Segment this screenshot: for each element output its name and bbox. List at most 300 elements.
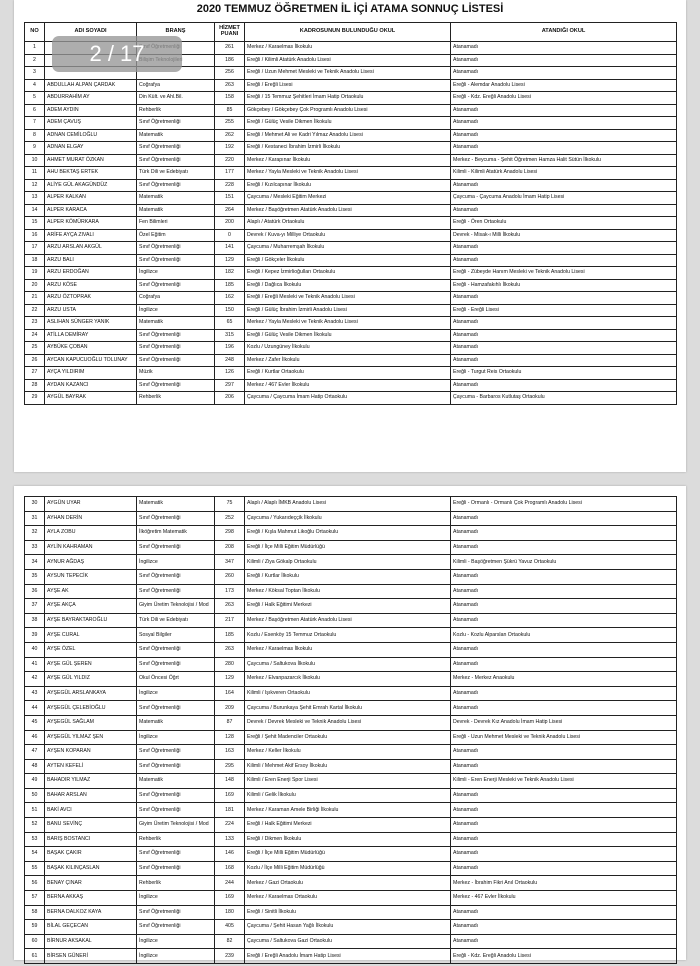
cell-name: ARZU ERDOĞAN xyxy=(45,267,137,280)
cell-points: 209 xyxy=(215,701,245,716)
cell-points: 295 xyxy=(215,759,245,774)
table-row xyxy=(25,267,677,280)
cell-current-school: Ereğli / İlçe Milli Eğitim Müdürlüğü xyxy=(245,847,451,862)
cell-name: AYŞE GÜL ŞEREN xyxy=(45,657,137,672)
cell-no: 51 xyxy=(25,803,45,818)
cell-no: 44 xyxy=(25,701,45,716)
cell-assigned-school: Atanamadı xyxy=(451,569,677,584)
table-row xyxy=(25,613,677,628)
cell-current-school: Kozlu / Uzungüney İlkokulu xyxy=(245,342,451,355)
table-row xyxy=(25,179,677,192)
cell-points: 150 xyxy=(215,304,245,317)
cell-points: 75 xyxy=(215,497,245,512)
cell-points: 261 xyxy=(215,42,245,55)
table-row xyxy=(25,317,677,330)
cell-branch: Matematik xyxy=(137,715,215,730)
cell-no: 27 xyxy=(25,367,45,380)
cell-name: ABDURRAHİM AY xyxy=(45,92,137,105)
cell-current-school: Merkez / Karaelmas İlkokulu xyxy=(245,642,451,657)
cell-current-school: Kilimli / Ziya Gökalp Ortaokulu xyxy=(245,555,451,570)
cell-points: 186 xyxy=(215,54,245,67)
cell-points: 252 xyxy=(215,511,245,526)
cell-no: 6 xyxy=(25,104,45,117)
cell-branch: Sınıf Öğretmenliği xyxy=(137,540,215,555)
cell-branch: Coğrafya xyxy=(137,79,215,92)
cell-no: 1 xyxy=(25,42,45,55)
page-indicator-badge: 2 / 17 xyxy=(52,36,182,72)
cell-assigned-school: Atanamadı xyxy=(451,803,677,818)
cell-branch: Matematik xyxy=(137,317,215,330)
cell-assigned-school: Atanamadı xyxy=(451,745,677,760)
cell-current-school: Çaycuma / Yukarıdeççik İlkokulu xyxy=(245,511,451,526)
cell-name: ARZU BALI xyxy=(45,254,137,267)
cell-assigned-school: Kilimli - Başöğretmen Şükrü Yavuz Ortaokulu xyxy=(451,555,677,570)
col-current-school-header: KADROSUNUN BULUNDUĞU OKUL xyxy=(245,23,451,42)
cell-points: 298 xyxy=(215,526,245,541)
cell-name: ARZU KÖSE xyxy=(45,279,137,292)
cell-points: 128 xyxy=(215,730,245,745)
cell-points: 208 xyxy=(215,540,245,555)
cell-points: 297 xyxy=(215,379,245,392)
table-body-1 xyxy=(25,42,677,405)
cell-assigned-school: Atanamadı xyxy=(451,920,677,935)
cell-assigned-school: Atanamadı xyxy=(451,599,677,614)
cell-name: ALİYE GÜL AKAGÜNDÜZ xyxy=(45,179,137,192)
table-row xyxy=(25,905,677,920)
cell-current-school: Merkez / Keller İlkokulu xyxy=(245,745,451,760)
table-row xyxy=(25,254,677,267)
cell-current-school: Çaycuma / Çaycuma İmam Hatip Ortaokulu xyxy=(245,392,451,405)
cell-branch: İngilizce xyxy=(137,555,215,570)
table-row xyxy=(25,920,677,935)
cell-branch: Matematik xyxy=(137,192,215,205)
cell-no: 46 xyxy=(25,730,45,745)
table-row xyxy=(25,497,677,512)
table-row xyxy=(25,154,677,167)
cell-points: 185 xyxy=(215,279,245,292)
cell-points: 163 xyxy=(215,745,245,760)
table-row xyxy=(25,949,677,964)
table-row xyxy=(25,701,677,716)
cell-name: AYDAN KAZANCI xyxy=(45,379,137,392)
cell-assigned-school: Atanamadı xyxy=(451,701,677,716)
cell-branch: Sınıf Öğretmenliği xyxy=(137,569,215,584)
col-branch-header: BRANŞ xyxy=(137,23,215,42)
col-no-header: NO xyxy=(25,23,45,42)
cell-branch: Sınıf Öğretmenliği xyxy=(137,745,215,760)
cell-branch: Sınıf Öğretmenliği xyxy=(137,279,215,292)
cell-current-school: Merkez / Zafer İlkokulu xyxy=(245,354,451,367)
cell-current-school: Kozlu / İlçe Milli Eğitim Müdürlüğü xyxy=(245,861,451,876)
table-row xyxy=(25,329,677,342)
cell-assigned-school: Atanamadı xyxy=(451,42,677,55)
cell-no: 57 xyxy=(25,891,45,906)
cell-current-school: Ereğli / Gülüç İbrahim İzmirli Anadolu Lisesi xyxy=(245,304,451,317)
table-row xyxy=(25,367,677,380)
cell-assigned-school: Merkez - 467 Evler İlkokulu xyxy=(451,891,677,906)
cell-name: BERNA DALKOZ KAYA xyxy=(45,905,137,920)
cell-branch: Sınıf Öğretmenliği xyxy=(137,847,215,862)
table-row xyxy=(25,167,677,180)
document-page-2 xyxy=(14,486,686,960)
cell-points: 185 xyxy=(215,628,245,643)
cell-branch: Türk Dili ve Edebiyatı xyxy=(137,613,215,628)
col-assigned-school-header: ATANDIĞI OKUL xyxy=(451,23,677,42)
cell-name: ATİLLA DEMİRAY xyxy=(45,329,137,342)
cell-branch: İngilizce xyxy=(137,686,215,701)
cell-assigned-school: Ereğli - Kdz. Ereğli Anadolu Lisesi xyxy=(451,949,677,964)
table-row xyxy=(25,934,677,949)
cell-branch: İngilizce xyxy=(137,304,215,317)
cell-name: AYŞE AK xyxy=(45,584,137,599)
cell-points: 162 xyxy=(215,292,245,305)
cell-no: 14 xyxy=(25,204,45,217)
cell-no: 54 xyxy=(25,847,45,862)
cell-current-school: Ereğli / Halk Eğitimi Merkezi xyxy=(245,818,451,833)
cell-points: 129 xyxy=(215,254,245,267)
cell-no: 9 xyxy=(25,142,45,155)
cell-assigned-school: Atanamadı xyxy=(451,354,677,367)
cell-points: 151 xyxy=(215,192,245,205)
cell-no: 43 xyxy=(25,686,45,701)
cell-branch: İngilizce xyxy=(137,267,215,280)
table-row xyxy=(25,788,677,803)
cell-points: 263 xyxy=(215,599,245,614)
cell-points: 263 xyxy=(215,79,245,92)
cell-points: 87 xyxy=(215,715,245,730)
cell-name: AYŞEN KOPARAN xyxy=(45,745,137,760)
cell-current-school: Çaycuma / Saltukova İlkokulu xyxy=(245,657,451,672)
cell-current-school: Merkez / 467 Evler İlkokulu xyxy=(245,379,451,392)
cell-current-school: Çaycuma / Muharremşah İlkokulu xyxy=(245,242,451,255)
cell-points: 164 xyxy=(215,686,245,701)
cell-name: ADNAN CEMİLOĞLU xyxy=(45,129,137,142)
cell-current-school: Alaplı / Alaplı İMKB Anadolu Lisesi xyxy=(245,497,451,512)
cell-assigned-school: Çaycuma - Barbaros Kutlutaş Ortaokulu xyxy=(451,392,677,405)
cell-no: 5 xyxy=(25,92,45,105)
cell-points: 347 xyxy=(215,555,245,570)
cell-assigned-school: Atanamadı xyxy=(451,642,677,657)
cell-name: AYGÜL BAYRAK xyxy=(45,392,137,405)
cell-no: 17 xyxy=(25,242,45,255)
cell-branch: Rehberlik xyxy=(137,104,215,117)
cell-current-school: Ereğli / Kızılcapınar İlkokulu xyxy=(245,179,451,192)
cell-assigned-school: Atanamadı xyxy=(451,104,677,117)
table-row xyxy=(25,104,677,117)
cell-no: 24 xyxy=(25,329,45,342)
cell-assigned-school: Ereğli - Ereğli Lisesi xyxy=(451,304,677,317)
cell-name: AYCAN KAPUCUOĞLU TOLUNAY xyxy=(45,354,137,367)
cell-name: BAŞAK KILINÇASLAN xyxy=(45,861,137,876)
cell-name: AYÇA YILDIRIM xyxy=(45,367,137,380)
cell-current-school: Ereğli / Dikmen İlkokulu xyxy=(245,832,451,847)
cell-no: 7 xyxy=(25,117,45,130)
table-row xyxy=(25,891,677,906)
cell-no: 35 xyxy=(25,569,45,584)
cell-points: 220 xyxy=(215,154,245,167)
cell-branch: Sınıf Öğretmenliği xyxy=(137,905,215,920)
cell-current-school: Merkez / Karaman Amele Birliği İlkokulu xyxy=(245,803,451,818)
cell-no: 21 xyxy=(25,292,45,305)
table-row xyxy=(25,129,677,142)
cell-assigned-school: Atanamadı xyxy=(451,117,677,130)
cell-name: AYŞE CURAL xyxy=(45,628,137,643)
cell-assigned-school: Atanamadı xyxy=(451,129,677,142)
cell-branch: Sınıf Öğretmenliği xyxy=(137,379,215,392)
cell-name: ALPER KARACA xyxy=(45,204,137,217)
cell-no: 33 xyxy=(25,540,45,555)
cell-name: AYŞEGÜL ARSLANKAYA xyxy=(45,686,137,701)
cell-no: 60 xyxy=(25,934,45,949)
cell-current-school: Ereğli / Sinitli İlkokulu xyxy=(245,905,451,920)
cell-name: ALPER KÖMÜRKARA xyxy=(45,217,137,230)
cell-branch: Sınıf Öğretmenliği xyxy=(137,342,215,355)
cell-assigned-school: Atanamadı xyxy=(451,342,677,355)
cell-no: 50 xyxy=(25,788,45,803)
cell-points: 239 xyxy=(215,949,245,964)
cell-branch: İngilizce xyxy=(137,949,215,964)
cell-name: AYŞE BAYRAKTAROĞLU xyxy=(45,613,137,628)
table-row xyxy=(25,686,677,701)
cell-branch: Matematik xyxy=(137,204,215,217)
col-name-header: ADI SOYADI xyxy=(45,23,137,42)
cell-name: ARİFE AYÇA ZIVALI xyxy=(45,229,137,242)
cell-points: 169 xyxy=(215,788,245,803)
cell-current-school: Ereğli / Kestaneci İbrahim İzmirli İlkokulu xyxy=(245,142,451,155)
table-row xyxy=(25,672,677,687)
cell-current-school: Kilimli / Gelik İlkokulu xyxy=(245,788,451,803)
cell-current-school: Ereğli / Ereğli Lisesi xyxy=(245,79,451,92)
table-row xyxy=(25,379,677,392)
cell-points: 82 xyxy=(215,934,245,949)
cell-current-school: Merkez / Başöğretmen Atatürk Anadolu Lisesi xyxy=(245,204,451,217)
cell-assigned-school: Merkez - İbrahim Fikri Anıl Ortaokulu xyxy=(451,876,677,891)
cell-current-school: Alaplı / Atatürk Ortaokulu xyxy=(245,217,451,230)
cell-assigned-school: Ereğli - Hamzafakıhlı İlkokulu xyxy=(451,279,677,292)
cell-branch: Sınıf Öğretmenliği xyxy=(137,701,215,716)
cell-name: AYŞE ÖZEL xyxy=(45,642,137,657)
cell-assigned-school: Atanamadı xyxy=(451,657,677,672)
cell-name: BAŞAK ÇAKIR xyxy=(45,847,137,862)
cell-points: 168 xyxy=(215,861,245,876)
cell-no: 53 xyxy=(25,832,45,847)
table-row xyxy=(25,861,677,876)
cell-branch: İngilizce xyxy=(137,891,215,906)
cell-points: 256 xyxy=(215,67,245,80)
cell-points: 224 xyxy=(215,818,245,833)
cell-assigned-school: Atanamadı xyxy=(451,242,677,255)
cell-name: BİRSEN GÜNERİ xyxy=(45,949,137,964)
cell-no: 47 xyxy=(25,745,45,760)
cell-branch: Giyim Üretim Teknolojisi / Mod xyxy=(137,599,215,614)
cell-assigned-school: Atanamadı xyxy=(451,934,677,949)
cell-branch: Sınıf Öğretmenliği xyxy=(137,642,215,657)
cell-points: 206 xyxy=(215,392,245,405)
table-row xyxy=(25,192,677,205)
table-row xyxy=(25,342,677,355)
cell-branch: Sınıf Öğretmenliği xyxy=(137,920,215,935)
cell-current-school: Çaycuma / Saltukova Gazi Ortaokulu xyxy=(245,934,451,949)
cell-assigned-school: Atanamadı xyxy=(451,254,677,267)
cell-branch: Sınıf Öğretmenliği xyxy=(137,657,215,672)
cell-assigned-school: Kilimli - Eren Enerji Mesleki ve Teknik Anadolu Lisesi xyxy=(451,774,677,789)
cell-assigned-school: Devrek - Devrek Kız Anadolu İmam Hatip Lisesi xyxy=(451,715,677,730)
cell-current-school: Ereğli / Kışla Mahmut Likoğlu Ortaokulu xyxy=(245,526,451,541)
cell-current-school: Merkez / Elvanpazarcık İlkokulu xyxy=(245,672,451,687)
cell-no: 41 xyxy=(25,657,45,672)
cell-assigned-school: Atanamadı xyxy=(451,179,677,192)
cell-no: 61 xyxy=(25,949,45,964)
cell-points: 126 xyxy=(215,367,245,380)
cell-current-school: Merkez / Köksal Toptan İlkokulu xyxy=(245,584,451,599)
cell-assigned-school: Atanamadı xyxy=(451,292,677,305)
cell-assigned-school: Çaycuma - Çaycuma Anadolu İmam Hatip Lisesi xyxy=(451,192,677,205)
cell-branch: Matematik xyxy=(137,129,215,142)
cell-current-school: Ereğli / Ereğli Anadolu İmam Hatip Lisesi xyxy=(245,949,451,964)
cell-assigned-school: Merkez - Merkez Anaokulu xyxy=(451,672,677,687)
cell-no: 58 xyxy=(25,905,45,920)
cell-branch: Sınıf Öğretmenliği xyxy=(137,354,215,367)
cell-current-school: Ereğli / Mehmet Ali ve Kadri Yılmaz Anadolu Lisesi xyxy=(245,129,451,142)
cell-points: 244 xyxy=(215,876,245,891)
cell-name: BİRNUR AKSAKAL xyxy=(45,934,137,949)
cell-current-school: Merkez / Yayla Mesleki ve Teknik Anadolu Lisesi xyxy=(245,167,451,180)
cell-current-school: Devrek / Devrek Mesleki ve Teknik Anadolu Lisesi xyxy=(245,715,451,730)
table-row xyxy=(25,642,677,657)
table-row xyxy=(25,92,677,105)
cell-no: 8 xyxy=(25,129,45,142)
table-row xyxy=(25,204,677,217)
cell-branch: Sınıf Öğretmenliği xyxy=(137,242,215,255)
table-row xyxy=(25,229,677,242)
cell-branch: Matematik xyxy=(137,774,215,789)
cell-branch: Din Kült. ve Ahl.Bil. xyxy=(137,92,215,105)
cell-current-school: Kozlu / Esenköy 15 Temmuz Ortaokulu xyxy=(245,628,451,643)
cell-points: 173 xyxy=(215,584,245,599)
cell-branch: Sınıf Öğretmenliği xyxy=(137,788,215,803)
table-row xyxy=(25,569,677,584)
cell-name: AYTEN KEFELİ xyxy=(45,759,137,774)
cell-points: 158 xyxy=(215,92,245,105)
cell-branch: Sınıf Öğretmenliği xyxy=(137,154,215,167)
cell-points: 181 xyxy=(215,803,245,818)
cell-branch: İngilizce xyxy=(137,934,215,949)
table-row xyxy=(25,511,677,526)
cell-current-school: Merkez / Karaelmas İlkokulu xyxy=(245,42,451,55)
cell-branch: Müzik xyxy=(137,367,215,380)
cell-name: AYŞEGÜL YILMAZ ŞEN xyxy=(45,730,137,745)
cell-name: ARZU ARSLAN AKGÜL xyxy=(45,242,137,255)
cell-points: 280 xyxy=(215,657,245,672)
cell-current-school: Gökçebey / Gökçebey Çok Programlı Anadolu Lisesi xyxy=(245,104,451,117)
cell-no: 19 xyxy=(25,267,45,280)
cell-branch: Sınıf Öğretmenliği xyxy=(137,179,215,192)
table-row xyxy=(25,818,677,833)
cell-branch: Sosyal Bilgiler xyxy=(137,628,215,643)
assignment-table-1 xyxy=(24,22,677,405)
cell-points: 217 xyxy=(215,613,245,628)
cell-no: 31 xyxy=(25,511,45,526)
cell-no: 15 xyxy=(25,217,45,230)
cell-no: 36 xyxy=(25,584,45,599)
table-row xyxy=(25,657,677,672)
cell-assigned-school: Merkez - Beycuma - Şehit Öğretmen Hamza Halit Sütün İlkokulu xyxy=(451,154,677,167)
cell-branch: Rehberlik xyxy=(137,832,215,847)
cell-current-school: Merkez / Karapınar İlkokulu xyxy=(245,154,451,167)
cell-assigned-school: Atanamadı xyxy=(451,613,677,628)
cell-assigned-school: Devrek - Misak-ı Milli İlkokulu xyxy=(451,229,677,242)
table-row xyxy=(25,599,677,614)
cell-points: 192 xyxy=(215,142,245,155)
table-row xyxy=(25,354,677,367)
cell-assigned-school: Atanamadı xyxy=(451,832,677,847)
cell-current-school: Merkez / Gazi Ortaokulu xyxy=(245,876,451,891)
cell-branch: Coğrafya xyxy=(137,292,215,305)
cell-points: 177 xyxy=(215,167,245,180)
cell-current-school: Merkez / Yayla Mesleki ve Teknik Anadolu Lisesi xyxy=(245,317,451,330)
cell-branch: Sınıf Öğretmenliği xyxy=(137,584,215,599)
cell-branch: Rehberlik xyxy=(137,392,215,405)
document-page-1 xyxy=(14,0,686,472)
cell-points: 146 xyxy=(215,847,245,862)
cell-current-school: Ereğli / İlçe Milli Eğitim Müdürlüğü xyxy=(245,540,451,555)
cell-assigned-school: Atanamadı xyxy=(451,818,677,833)
table-row xyxy=(25,392,677,405)
table-row xyxy=(25,759,677,774)
cell-assigned-school: Atanamadı xyxy=(451,379,677,392)
cell-current-school: Ereğli / Dağlıca İlkokulu xyxy=(245,279,451,292)
table-row xyxy=(25,304,677,317)
cell-points: 263 xyxy=(215,642,245,657)
cell-current-school: Ereğli / Şehit Madenciler Ortaokulu xyxy=(245,730,451,745)
cell-no: 22 xyxy=(25,304,45,317)
cell-name: AHMET MURAT ÖZKAN xyxy=(45,154,137,167)
cell-no: 10 xyxy=(25,154,45,167)
cell-name: ADEM AYDIN xyxy=(45,104,137,117)
table-row xyxy=(25,279,677,292)
cell-no: 28 xyxy=(25,379,45,392)
cell-points: 141 xyxy=(215,242,245,255)
cell-name: AHU BEKTAŞ ERTEK xyxy=(45,167,137,180)
cell-no: 59 xyxy=(25,920,45,935)
cell-assigned-school: Ereğli - Ören Ortaokulu xyxy=(451,217,677,230)
table-row xyxy=(25,832,677,847)
cell-name: AYSUN TEPECİK xyxy=(45,569,137,584)
cell-no: 12 xyxy=(25,179,45,192)
cell-current-school: Ereğli / Kurtlar Ortaokulu xyxy=(245,367,451,380)
col-points-header: HİZMET PUANI xyxy=(215,23,245,42)
cell-no: 42 xyxy=(25,672,45,687)
cell-no: 55 xyxy=(25,861,45,876)
cell-points: 405 xyxy=(215,920,245,935)
cell-name: ALPER KALKAN xyxy=(45,192,137,205)
cell-current-school: Ereğli / Uzun Mehmet Mesleki ve Teknik Anadolu Lisesi xyxy=(245,67,451,80)
cell-no: 20 xyxy=(25,279,45,292)
cell-no: 30 xyxy=(25,497,45,512)
cell-branch: Matematik xyxy=(137,497,215,512)
table-row xyxy=(25,117,677,130)
cell-assigned-school: Atanamadı xyxy=(451,905,677,920)
cell-assigned-school: Atanamadı xyxy=(451,861,677,876)
cell-no: 3 xyxy=(25,67,45,80)
cell-no: 23 xyxy=(25,317,45,330)
cell-points: 228 xyxy=(215,179,245,192)
cell-name: AYŞEGÜL SAĞLAM xyxy=(45,715,137,730)
cell-name: ARZU ÖZTOPRAK xyxy=(45,292,137,305)
cell-assigned-school: Ereğli - Alemdar Anadolu Lisesi xyxy=(451,79,677,92)
cell-name: BERNA AKKAŞ xyxy=(45,891,137,906)
cell-no: 32 xyxy=(25,526,45,541)
